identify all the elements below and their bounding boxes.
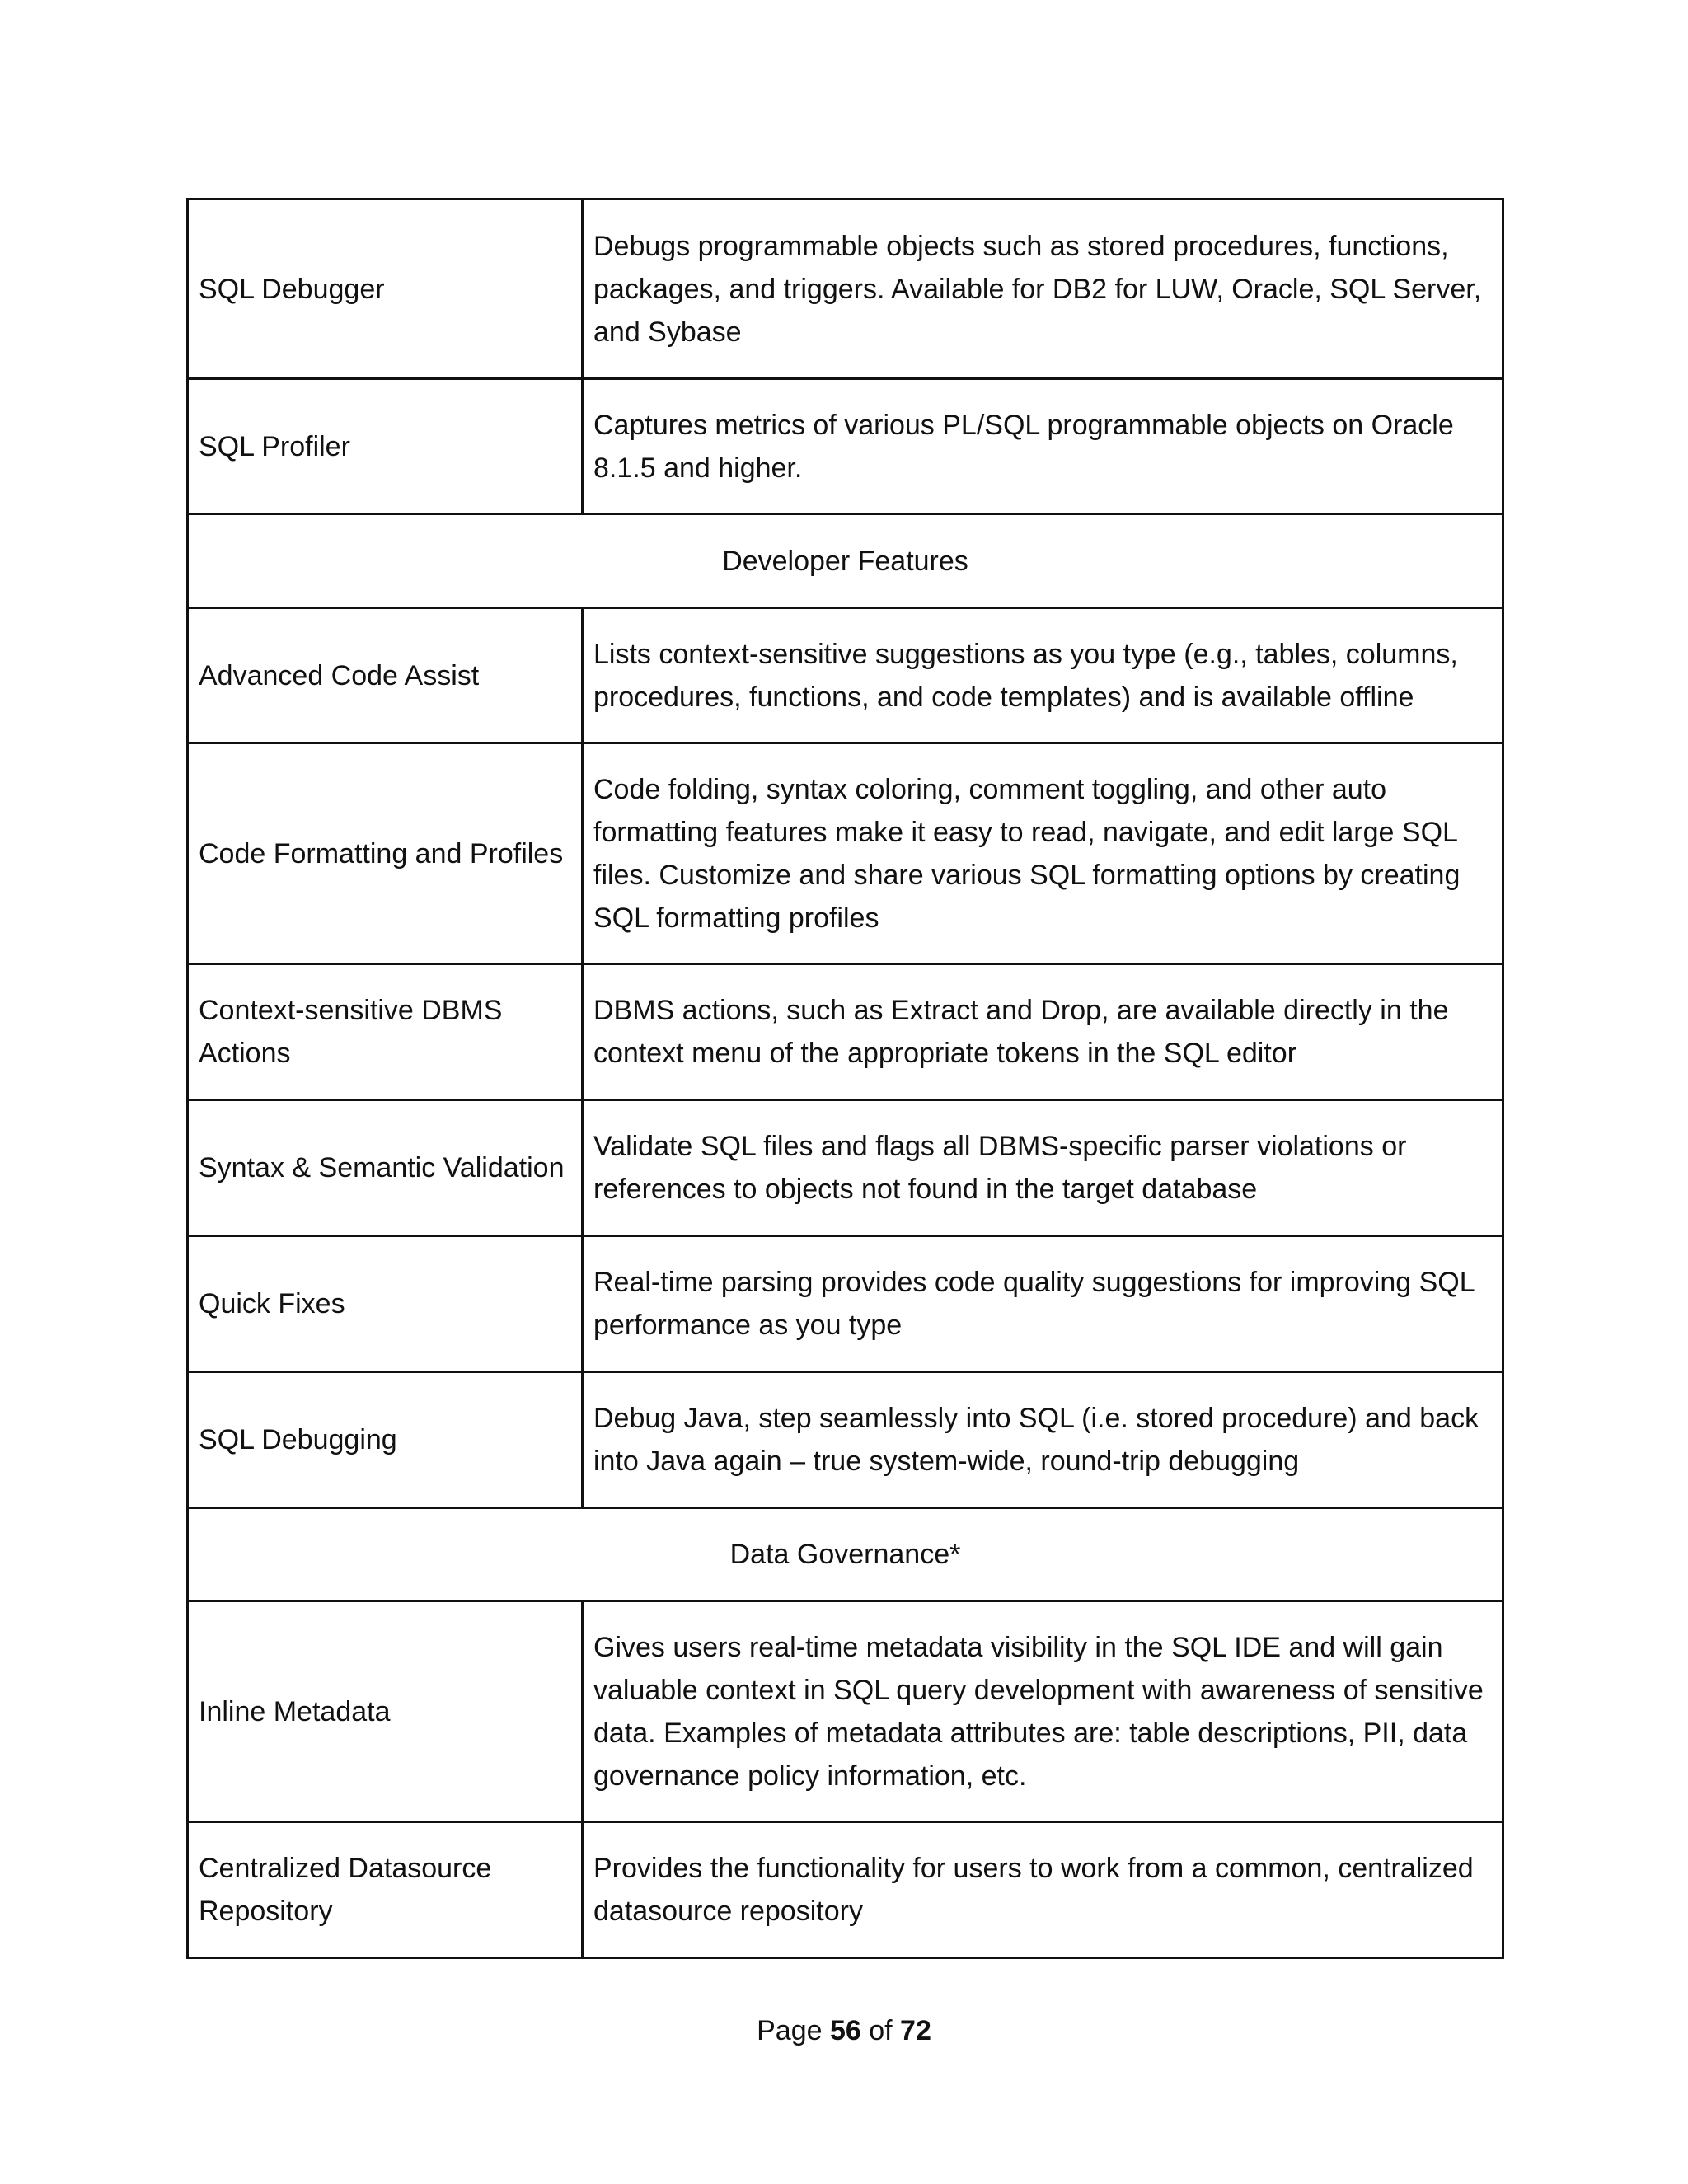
feature-name-cell: SQL Debugging xyxy=(188,1372,583,1508)
feature-description-cell: Code folding, syntax coloring, comment toggling, and other auto formatting features make it easy to read, navigate, and edit large SQL files. Customize and share various SQL formatting options by creating SQL formatting profiles xyxy=(583,743,1503,964)
feature-description-cell: Gives users real-time metadata visibility in the SQL IDE and will gain valuable context in SQL query development with awareness of sensitive data. Examples of metadata attributes are: table descriptions, PII, data governance policy information, etc. xyxy=(583,1601,1503,1822)
table-row xyxy=(188,964,1503,1100)
feature-name-cell: Code Formatting and Profiles xyxy=(188,743,583,964)
section-heading: Developer Features xyxy=(188,514,1503,608)
feature-name-cell: Syntax & Semantic Validation xyxy=(188,1100,583,1236)
table-row xyxy=(188,1601,1503,1822)
table-row xyxy=(188,1236,1503,1372)
current-page-number: 56 xyxy=(829,2015,861,2046)
page-label-prefix: Page xyxy=(757,2015,830,2046)
feature-name-cell: Advanced Code Assist xyxy=(188,608,583,743)
feature-description-cell: Lists context-sensitive suggestions as you type (e.g., tables, columns, procedures, functions, and code templates) and is available offline xyxy=(583,608,1503,743)
feature-name-cell: Context-sensitive DBMS Actions xyxy=(188,964,583,1100)
table-row xyxy=(188,1822,1503,1958)
table-row xyxy=(188,743,1503,964)
feature-description-cell: DBMS actions, such as Extract and Drop, are available directly in the context menu of the appropriate tokens in the SQL editor xyxy=(583,964,1503,1100)
feature-name-cell: Centralized Datasource Repository xyxy=(188,1822,583,1958)
total-pages-number: 72 xyxy=(900,2015,931,2046)
feature-description-cell: Debugs programmable objects such as stored procedures, functions, packages, and triggers. Available for DB2 for LUW, Oracle, SQL Server, and Sybase xyxy=(583,199,1503,379)
feature-name-cell: Inline Metadata xyxy=(188,1601,583,1822)
table-row xyxy=(188,1100,1503,1236)
table-row xyxy=(188,379,1503,514)
page-footer xyxy=(0,2013,1688,2049)
feature-description-cell: Debug Java, step seamlessly into SQL (i.e. stored procedure) and back into Java again – true system-wide, round-trip debugging xyxy=(583,1372,1503,1508)
section-header-row xyxy=(188,1508,1503,1601)
feature-table xyxy=(186,198,1504,1959)
feature-description-cell: Provides the functionality for users to work from a common, centralized datasource repository xyxy=(583,1822,1503,1958)
feature-name-cell: Quick Fixes xyxy=(188,1236,583,1372)
feature-name-cell: SQL Profiler xyxy=(188,379,583,514)
feature-description-cell: Real-time parsing provides code quality suggestions for improving SQL performance as you type xyxy=(583,1236,1503,1372)
table-row xyxy=(188,1372,1503,1508)
section-heading: Data Governance* xyxy=(188,1508,1503,1601)
table-row xyxy=(188,608,1503,743)
feature-name-cell: SQL Debugger xyxy=(188,199,583,379)
section-header-row xyxy=(188,514,1503,608)
table-row xyxy=(188,199,1503,379)
feature-description-cell: Captures metrics of various PL/SQL programmable objects on Oracle 8.1.5 and higher. xyxy=(583,379,1503,514)
page-label-of: of xyxy=(860,2015,901,2046)
feature-description-cell: Validate SQL files and flags all DBMS-specific parser violations or references to objects not found in the target database xyxy=(583,1100,1503,1236)
